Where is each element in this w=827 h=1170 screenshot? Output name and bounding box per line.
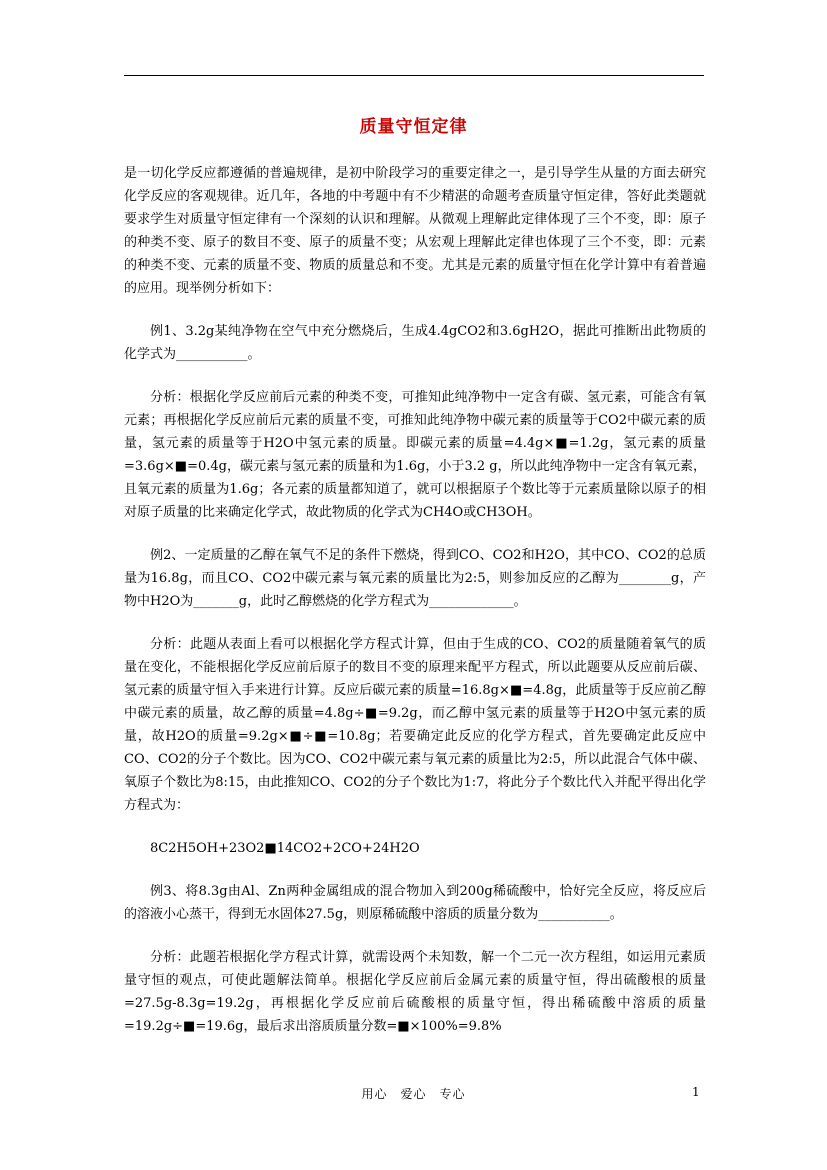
example-2-question: 例2、一定质量的乙醇在氧气不足的条件下燃烧，得到CO、CO2和H2O，其中CO、CO2的总质量为16.8g，而且CO、CO2中碳元素与氧元素的质量比为2:5，则参加反应的乙醇为________g，产物中H2O为_______g，此时乙醇燃烧的化学方程式为_____________。 xyxy=(124,548,706,609)
example-1-question: 例1、3.2g某纯净物在空气中充分燃烧后，生成4.4gCO2和3.6gH2O，据此可推断出此物质的化学式为___________。 xyxy=(124,324,706,362)
intro-paragraph: 是一切化学反应都遵循的普遍规律，是初中阶段学习的重要定律之一，是引导学生从量的方面去研究化学反应的客观规律。近几年，各地的中考题中有不少精湛的命题考查质量守恒定律，答好此类题就要求学生对质量守恒定律有一个深刻的认识和理解。从微观上理解此定律体现了三个不变，即：原子的种类不变、原子的数目不变、原子的质量不变；从宏观上理解此定律也体现了三个不变，即：元素的种类不变、元素的质量不变、物质的质量总和不变。尤其是元素的质量守恒在化学计算中有着普遍的应用。现举例分析如下： xyxy=(124,166,706,296)
document-body xyxy=(124,162,706,1058)
example-3-question: 例3、将8.3g由Al、Zn两种金属组成的混合物加入到200g稀硫酸中，恰好完全反应，将反应后的溶液小心蒸干，得到无水固体27.5g，则原稀硫酸中溶质的质量分数为___________。 xyxy=(124,884,706,922)
example-1-analysis: 分析：根据化学反应前后元素的种类不变，可推知此纯净物中一定含有碳、氢元素，可能含有氧元素；再根据化学反应前后元素的质量不变，可推知此纯净物中碳元素的质量等于CO2中碳元素的质量，氢元素的质量等于H2O中氢元素的质量。即碳元素的质量=4.4g×■=1.2g，氢元素的质量=3.6g×■=0.4g，碳元素与氢元素的质量和为1.6g，小于3.2 g，所以此纯净物中一定含有氧元素，且氧元素的质量为1.6g；各元素的质量都知道了，就可以根据原子个数比等于元素质量除以原子的相对原子质量的比来确定化学式，故此物质的化学式为CH4O或CH3OH。 xyxy=(124,390,706,520)
example-2-analysis: 分析：此题从表面上看可以根据化学方程式计算，但由于生成的CO、CO2的质量随着氧气的质量在变化，不能根据化学反应前后原子的数目不变的原理来配平方程式，所以此题要从反应前后碳、氢元素的质量守恒入手来进行计算。反应后碳元素的质量=16.8g×■=4.8g，此质量等于反应前乙醇中碳元素的质量，故乙醇的质量=4.8g÷■=9.2g，而乙醇中氢元素的质量等于H2O中氢元素的质量，故H2O的质量=9.2g×■÷■=10.8g；若要确定此反应的化学方程式，首先要确定此反应中CO、CO2的分子个数比。因为CO、CO2中碳元素与氧元素的质量比为2:5，所以此混合气体中碳、氧原子个数比为8:15，由此推知CO、CO2的分子个数比为1:7，将此分子个数比代入并配平得出化学方程式为： xyxy=(124,637,706,813)
page-number: 1 xyxy=(692,1085,700,1099)
example-3-analysis: 分析：此题若根据化学方程式计算，就需设两个未知数，解一个二元一次方程组，如运用元素质量守恒的观点，可使此题解法简单。根据化学反应前后金属元素的质量守恒，得出硫酸根的质量=27.5g-8.3g=19.2g，再根据化学反应前后硫酸根的质量守恒，得出稀硫酸中溶质的质量=19.2g÷■=19.6g，最后求出溶质质量分数=■×100%=9.8% xyxy=(124,950,706,1034)
chemical-equation: 8C2H5OH+23O2■14CO2+2CO+24H2O xyxy=(150,841,420,856)
footer-motto: 用心 爱心 专心 xyxy=(361,1087,466,1101)
header-rule xyxy=(124,75,704,76)
document-title: 质量守恒定律 xyxy=(359,117,468,137)
